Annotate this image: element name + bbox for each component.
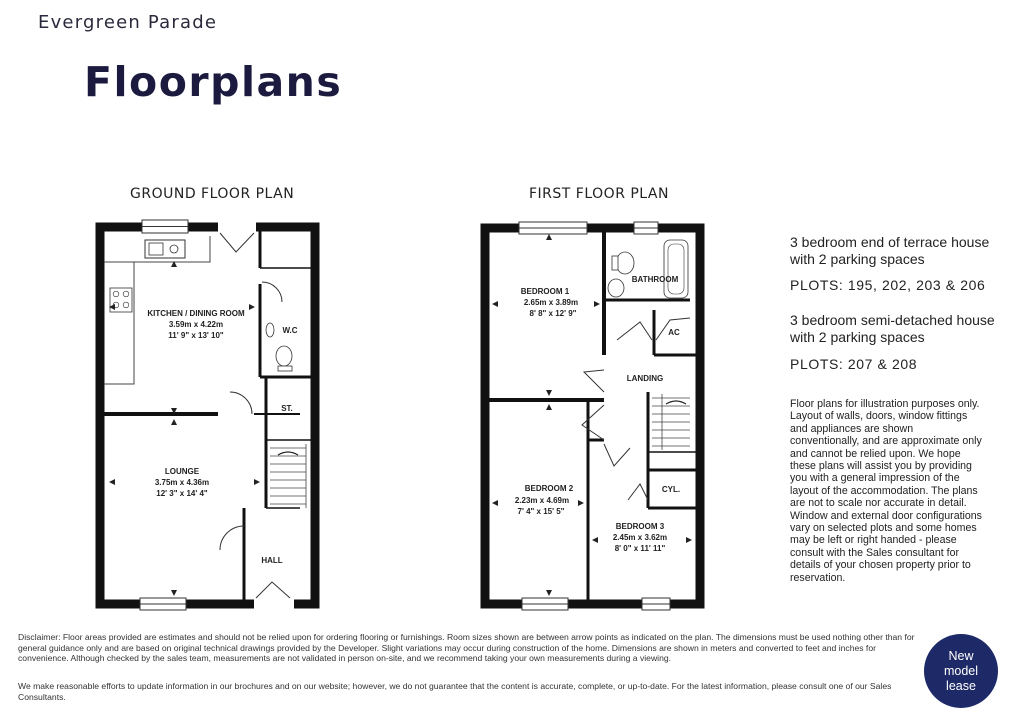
landing-label: LANDING [626,374,664,383]
bedroom3-imperial: 8' 0" x 11' 11" [614,544,666,553]
lounge-name: LOUNGE [164,467,200,476]
plots-1: PLOTS: 195, 202, 203 & 206 [790,277,986,293]
bed1-door-swing [584,370,604,392]
bedroom1-name: BEDROOM 1 [520,287,570,296]
wc-label: W.C [282,326,298,335]
bedroom2-imperial: 7' 4" x 15' 5" [517,507,565,516]
house-type-1 [790,234,1018,268]
basin [608,279,624,297]
plots-2: PLOTS: 207 & 208 [790,356,918,372]
cyl-label: CYL. [661,485,681,494]
ac-label: AC [668,328,680,337]
lounge-imperial: 12' 3" x 14' 4" [156,489,208,498]
disclaimer-paragraph: Disclaimer: Floor areas provided are estimates and should not be relied upon for ordering flooring or furnishings. Room sizes shown are between arrow points as indicated on the plan. The dimensions must be used nothing other than for general guidance only and are based on original technical drawings provided by the Developer. Slight variations may occur during construction of the home. Dimensions are shown in meters and converted to feet and inches for convenience. Although checked by the sales team, measurements are not validated in person on-site, and we recommend taking your own measurements during a viewing. [18,632,915,664]
store-label: ST. [281,404,293,413]
kitchen-imperial: 11' 9" x 13' 10" [168,331,224,340]
bathroom-label: BATHROOM [631,275,679,284]
house-type-2 [790,312,1018,346]
bathroom-door-swing [617,322,652,340]
bedroom3-metric: 2.45m x 3.62m [612,533,668,542]
bedroom2-name: BEDROOM 2 [524,484,574,493]
bed3-door-swing [604,444,630,466]
development-name: Evergreen Parade [38,12,218,33]
ground-floor-title: GROUND FLOOR PLAN [130,186,295,202]
bedroom1-imperial: 8' 8" x 12' 9" [529,309,577,318]
house-type-2-line1: 3 bedroom semi-detached house [790,312,995,328]
disclaimer-update-paragraph: We make reasonable efforts to update information in our brochures and on our website; however, we do not guarantee that the content is accurate, complete, or up-to-date. For the latest information, please consult one of our Sales Consultants. [18,681,892,702]
lounge-metric: 3.75m x 4.36m [154,478,210,487]
cyl-door-swing [628,484,648,500]
bedroom2-metric: 2.23m x 4.69m [514,496,570,505]
kitchen-metric: 3.59m x 4.22m [168,320,224,329]
page-title: Floorplans [84,58,343,106]
house-type-1-line1: 3 bedroom end of terrace house [790,234,990,250]
house-type-2-line2: with 2 parking spaces [790,329,925,345]
badge-line-2: model [943,663,979,678]
first-stair-arrow [666,401,686,404]
bedroom1-metric: 2.65m x 3.89m [523,298,579,307]
hall-label: HALL [261,556,283,565]
toilet [616,252,634,274]
new-model-lease-badge [924,634,998,708]
bedroom3-name: BEDROOM 3 [615,522,665,531]
kitchen-name: KITCHEN / DINING ROOM [147,309,245,318]
first-floor-title: FIRST FLOOR PLAN [529,186,669,202]
floorplan-note: Floor plans for illustration purposes only. Layout of walls, doors, window fittings and appliances are shown conventionally, and are approximate only and cannot be relied upon. We hope these plans will assist you by providing you with a general impression of the layout of the accommodation. The plans are not to scale nor accurate in detail. Window and external door configurations vary on selected plots and some homes may be left or right handed - please consult with the Sales consultant for details of your chosen property prior to reservation. [790,398,982,584]
bed2-door-swing [582,405,604,440]
badge-line-1: New [948,648,974,663]
badge-line-3: lease [946,678,976,693]
house-type-1-line2: with 2 parking spaces [790,251,925,267]
